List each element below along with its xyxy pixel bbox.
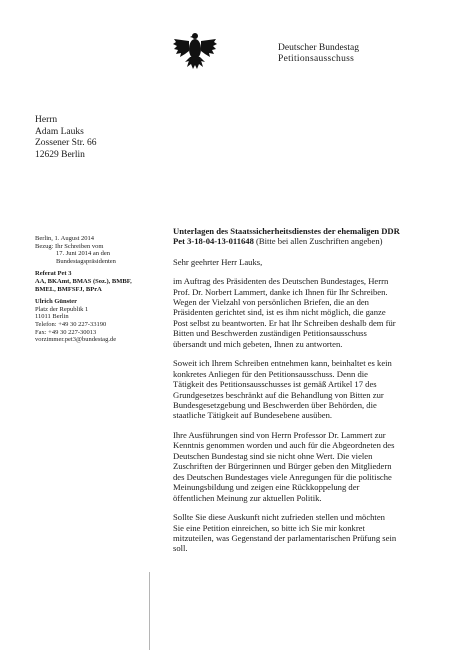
recipient-address [35,115,96,161]
text-line: öffentlichen Meinung zur aktuellen Politik. [173,492,322,503]
contact-email: vorzimmer.pet3@bundestag.de [35,336,117,344]
text-line: Bitten und Beschwerden zuständigen Petitionsausschuss [173,328,367,339]
text-line: des Deutschen Bundestages viele Anregungen für die politische [173,471,392,482]
text-line: im Auftrag des Präsidenten des Deutschen Bundestages, Herrn [173,276,389,287]
subject-title: Unterlagen des Staatssicherheitsdienstes der ehemaligen DDR [173,226,400,236]
text-line: Prof. Dr. Norbert Lammert, danke ich Ihnen für Ihr Schreiben. [173,286,388,297]
text-line: Soweit ich Ihrem Schreiben entnehmen kann, beinhaltet es kein [173,358,392,369]
salutation: Sehr geehrter Herr Lauks, [173,256,263,267]
address-line: Herrn [35,115,58,125]
sidebar-info [35,235,170,344]
address-line: Adam Lauks [35,126,84,137]
letter-date: Berlin, 1. August 2014 [35,235,95,242]
org-line-1: Deutscher Bundestag [278,43,359,53]
text-line: staatliche Tätigkeit auf Bundesebene ausüben. [173,410,333,421]
organization-name [278,43,359,65]
reference-number: Pet 3-18-04-13-011648 [173,236,254,247]
text-line: mitzuteilen, was Gegenstand der parlamentarischen Prüfung sein [173,533,397,544]
paragraph-4 [173,512,463,554]
text-line: übersandt und mich gebeten, Ihnen zu antworten. [173,338,343,349]
letter-body [173,226,463,563]
text-line: konkretes Anliegen für den Petitionsausschuss. Denn die [173,368,368,379]
contact-line: Platz der Republik 1 [35,305,89,313]
text-line: Sie eine Petition einreichen, so bitte ich Sie mir konkret [173,522,365,533]
text-line: Tätigkeit des Petitionsausschusses ist gemäß Artikel 17 des [173,379,377,390]
section-line: AA, BKAmt, BMAS (Soz.), BMBF, [35,277,132,285]
text-line: Zuschriften der Bürgerinnen und Bürger geben den Mitgliedern [173,461,392,472]
reference-note: (Bitte bei allen Zuschriften angeben) [253,236,383,247]
text-line: Meinungsbildung und zeigen eine Rückkoppelung der [173,482,360,493]
address-line: Zossener Str. 66 [35,138,97,149]
section-line: BMEL, BMFSFJ, BPrA [35,285,102,293]
text-line: Präsidenten gerichtet sind, ist es ihm nicht möglich, die ganze [173,307,386,318]
text-line: Deutschen Bundestag sind sie nicht ohne Wert. Die vielen [173,450,373,461]
text-line: Wegen der Vielzahl von persönlichen Briefen, die an den [173,296,369,307]
text-line: Post selbst zu beantworten. Er hat Ihr Schreiben deshalb dem für [173,317,396,328]
section-title: Referat Pet 3 [35,270,72,278]
subject-block [173,226,463,247]
paragraph-2 [173,358,463,421]
text-line: Ihre Ausführungen sind von Herrn Professor Dr. Lammert zur [173,429,386,440]
contact-line: Telefon: +49 30 227-33190 [35,320,107,328]
reference-line: Bezug: Ihr Schreiben vom [35,242,104,250]
address-line: 12629 Berlin [35,149,85,160]
contact-name: Ulrich Günster [35,298,78,306]
paragraph-3 [173,430,463,503]
text-line: Bundesgesetzgebung und Beschwerden über Behörden, die [173,400,377,411]
contact-line: 11011 Berlin [35,313,69,321]
text-line: Grundgesetzes beschränkt auf die Behandlung von Bitten zur [173,389,384,400]
subject-reference [173,236,463,246]
text-line: Sollte Sie diese Auskunft nicht zufrieden stellen und möchten [173,512,385,523]
paragraph-1 [173,276,463,349]
text-line: soll. [173,543,188,554]
reference-line: Bundestagspräsidenten [56,257,116,265]
reference-line: 17. Juni 2014 an den [56,250,110,258]
text-line: Kenntnis genommen worden und auch für die Abgeordneten des [173,440,395,451]
contact-line: Fax: +49 30 227-30013 [35,328,97,336]
org-line-2: Petitionsausschuss [278,54,355,64]
bundestag-eagle-logo [172,27,218,73]
fold-mark-line [149,572,150,650]
